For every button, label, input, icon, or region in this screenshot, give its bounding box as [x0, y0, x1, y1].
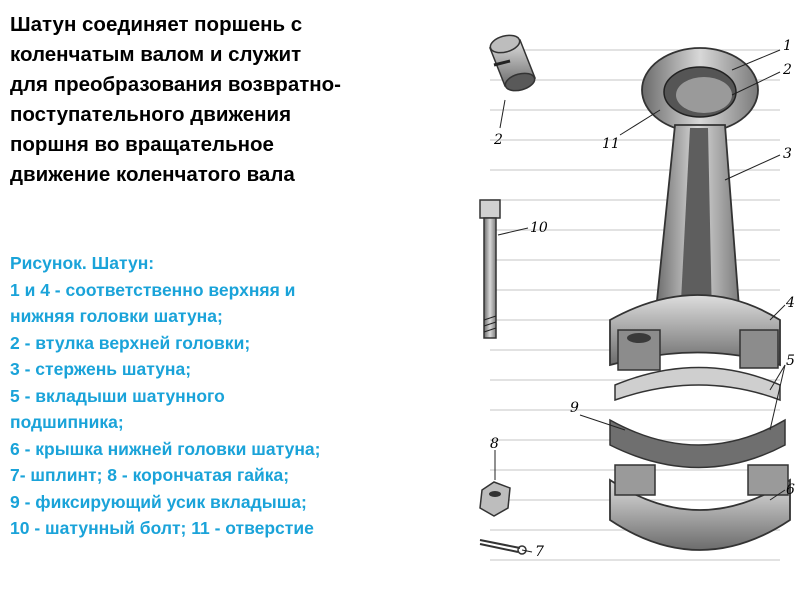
intro-line: для преобразования возвратно- [10, 73, 342, 96]
caption-title: Рисунок. Шатун: [10, 253, 155, 273]
callout-6: 6 [786, 482, 795, 498]
intro-line: поступательного движения [10, 103, 292, 126]
callout-7: 7 [535, 544, 544, 560]
caption-line: 5 - вкладыши шатунного [10, 385, 225, 406]
upper-head-bushing [488, 32, 536, 93]
callout-4: 4 [786, 295, 795, 311]
intro-line: Шатун соединяет поршень с [10, 13, 303, 36]
intro-text [10, 10, 460, 190]
intro-line: коленчатым валом и служит [10, 43, 302, 66]
caption-line: 1 и 4 - соответственно верхняя и [10, 279, 296, 300]
callout-3: 3 [783, 146, 792, 162]
caption-line: нижняя головки шатуна; [10, 306, 223, 326]
caption-line: 2 - втулка верхней головки; [10, 332, 251, 353]
caption-line: 7- шплинт; 8 - корончатая гайка; [10, 465, 290, 485]
castle-nut [480, 482, 510, 516]
figure-caption [10, 250, 460, 542]
connecting-rod-illustration [450, 20, 800, 580]
callout-11: 11 [602, 136, 620, 152]
connecting-rod-bolt [480, 200, 500, 338]
caption-line: 10 - шатунный болт; 11 - отверстие [10, 518, 314, 538]
callout-2-bushing: 2 [494, 132, 503, 148]
caption-line: 6 - крышка нижней головки шатуна; [10, 438, 321, 459]
bearing-shells [610, 368, 785, 468]
intro-line: поршня во вращательное [10, 133, 274, 156]
connecting-rod [610, 48, 780, 370]
callout-9: 9 [570, 400, 579, 416]
callout-2: 2 [783, 62, 792, 78]
lower-head-cap [610, 465, 790, 550]
callout-10: 10 [530, 220, 548, 236]
callout-5: 5 [786, 353, 795, 369]
callout-8: 8 [490, 436, 499, 452]
caption-line: подшипника; [10, 412, 124, 432]
cotter-pin [480, 540, 526, 554]
callout-1: 1 [783, 38, 792, 54]
caption-line: 3 - стержень шатуна; [10, 359, 192, 379]
intro-line: движение коленчатого вала [10, 163, 295, 186]
caption-line: 9 - фиксирующий усик вкладыша; [10, 491, 307, 512]
